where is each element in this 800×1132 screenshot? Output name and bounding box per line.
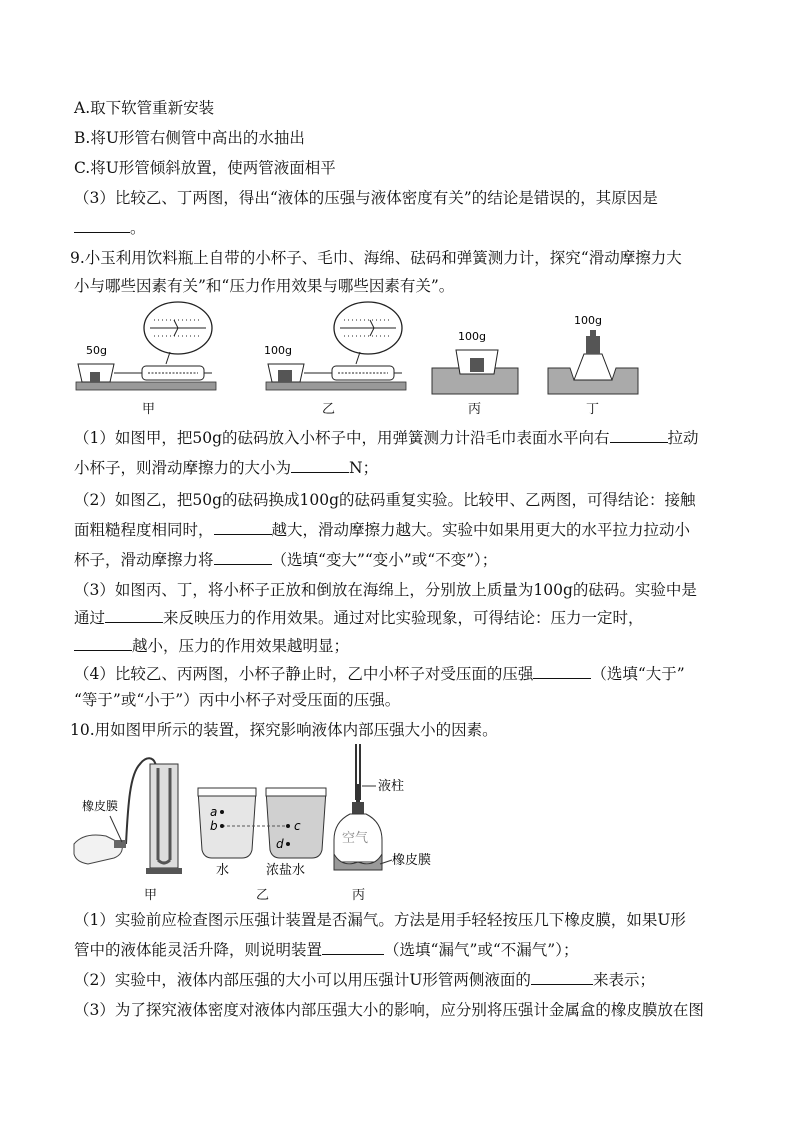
q9-part3-line1: （3）如图丙、丁，将小杯子正放和倒放在海绵上，分别放上质量为100g的砝码。实验中是 [74, 581, 697, 599]
q9-part1-line2: 小杯子，则滑动摩擦力的大小为 N； [74, 459, 379, 477]
caption-ding: 丁 [586, 402, 600, 417]
q8-part3: （3）比较乙、丁两图，得出“液体的压强与液体密度有关”的结论是错误的，其原因是 [74, 189, 658, 207]
fig10-jia [74, 758, 182, 874]
caption-bing: 丙 [468, 402, 482, 417]
option-a: A.取下软管重新安装 [74, 99, 215, 117]
label-water: 水 [216, 863, 230, 878]
fig9-yi [264, 302, 406, 390]
mass-yi: 100g [264, 344, 292, 357]
label-air: 空气 [342, 831, 369, 846]
fig9-ding [548, 314, 638, 394]
point-c: c [294, 819, 301, 833]
q9-part4-line2: “等于”或“小于”）丙中小杯子对受压面的压强。 [74, 691, 401, 709]
figure-q10-drawing [70, 744, 450, 904]
option-b: B.将U形管右侧管中高出的水抽出 [74, 129, 305, 147]
label-brine: 浓盐水 [266, 863, 306, 878]
point-a: a [210, 805, 218, 819]
option-c: C.将U形管倾斜放置，使两管液面相平 [74, 159, 336, 177]
fig9-jia [76, 302, 216, 390]
q10-part2: （2）实验中，液体内部压强的大小可以用压强计U形管两侧液面的 来表示； [74, 971, 655, 989]
figure-q9 [70, 298, 670, 416]
q9-part1-line1: （1）如图甲，把50g的砝码放入小杯子中，用弹簧测力计沿毛巾表面水平向右 拉动 [74, 429, 699, 447]
caption-jia: 甲 [142, 402, 156, 417]
answer-blank[interactable] [291, 458, 349, 473]
mass-jia: 50g [86, 344, 107, 357]
answer-blank[interactable] [531, 970, 593, 985]
q9-stem-line1: 9.小玉利用饮料瓶上自带的小杯子、毛巾、海绵、砝码和弹簧测力计，探究“滑动摩擦力大 [70, 249, 682, 267]
answer-blank[interactable] [105, 608, 163, 623]
fig10-yi [198, 788, 326, 878]
q9-part3-line3: 越小，压力的作用效果越明显； [74, 636, 349, 656]
figure-q10 [70, 744, 450, 904]
q9-part4-line1: （4）比较乙、丙两图，小杯子静止时，乙中小杯子对受压面的压强 （选填“大于” [74, 665, 685, 683]
caption-jia: 甲 [144, 888, 158, 903]
q10-part1-line2: 管中的液体能灵活升降，则说明装置 （选填“漏气”或“不漏气”）； [74, 941, 579, 959]
label-membrane: 橡皮膜 [82, 799, 119, 813]
answer-blank[interactable] [322, 940, 384, 955]
q8-part3-answer-line: 。 [74, 218, 146, 238]
point-b: b [210, 819, 218, 833]
mass-ding: 100g [574, 314, 602, 327]
answer-blank[interactable] [214, 520, 272, 535]
q9-part2-line2: 面粗糙程度相同时， 越大，滑动摩擦力越大。实验中如果用更大的水平拉力拉动小 [74, 521, 691, 539]
fig10-bing [334, 744, 431, 870]
label-column: 液柱 [378, 779, 405, 794]
figure-q9-drawing [70, 298, 670, 416]
q9-stem-line2: 小与哪些因素有关”和“压力作用效果与哪些因素有关”。 [74, 277, 455, 295]
q9-part2-line3: 杯子，滑动摩擦力将 （选填“变大”“变小”或“不变”）； [74, 551, 498, 569]
answer-blank[interactable] [214, 550, 272, 565]
q9-part2-line1: （2）如图乙，把50g的砝码换成100g的砝码重复实验。比较甲、乙两图，可得结论：接触 [74, 491, 696, 509]
caption-bing: 丙 [352, 888, 366, 903]
answer-blank[interactable] [74, 636, 132, 651]
label-membrane2: 橡皮膜 [392, 853, 432, 868]
caption-yi: 乙 [256, 888, 270, 903]
mass-bing: 100g [458, 330, 486, 343]
answer-blank[interactable] [610, 428, 668, 443]
fig9-bing [432, 330, 518, 394]
answer-blank[interactable] [74, 218, 130, 233]
answer-blank[interactable] [533, 664, 591, 679]
q10-part1-line1: （1）实验前应检查图示压强计装置是否漏气。方法是用手轻轻按压几下橡皮膜，如果U形 [74, 911, 686, 929]
q10-part3-line1: （3）为了探究液体密度对液体内部压强大小的影响，应分别将压强计金属盒的橡皮膜放在图 [74, 1001, 704, 1019]
point-d: d [276, 837, 284, 851]
q10-stem: 10.用如图甲所示的装置，探究影响液体内部压强大小的因素。 [70, 721, 498, 739]
caption-yi: 乙 [322, 402, 336, 417]
q9-part3-line2: 通过 来反映压力的作用效果。通过对比实验现象，可得结论：压力一定时， [74, 609, 644, 627]
